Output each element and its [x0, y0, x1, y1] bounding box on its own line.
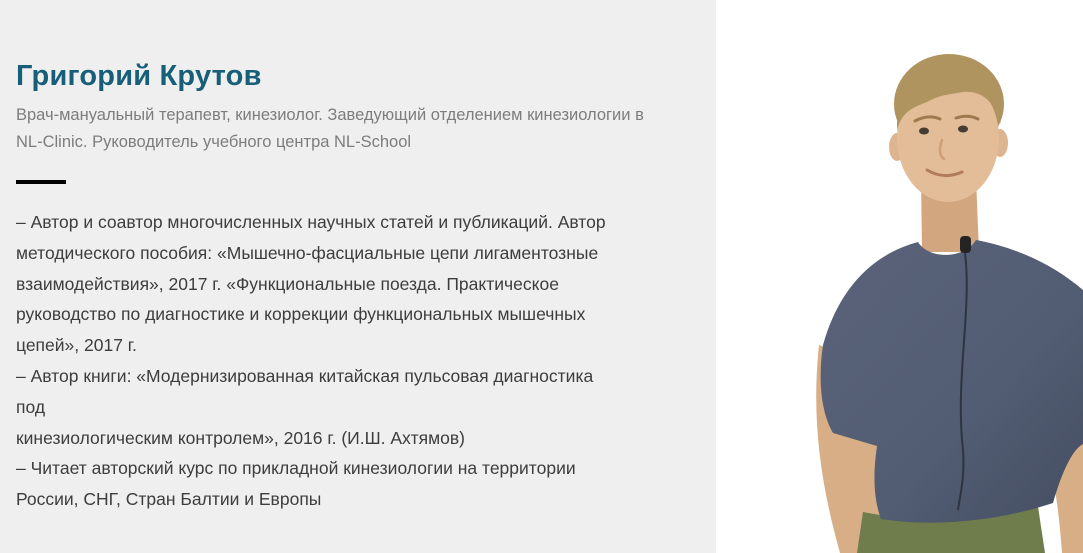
bio-line: взаимодействия», 2017 г. «Функциональные поезда. Практическое	[16, 273, 559, 294]
microphone-icon	[960, 236, 971, 253]
bio-line: цепей», 2017 г.	[16, 335, 137, 356]
bio-line: России, СНГ, Стран Балтии и Европы	[16, 489, 322, 510]
profile-subtitle	[16, 102, 706, 156]
bio-line: под	[16, 396, 46, 417]
profile-photo	[713, 0, 1083, 553]
bio-line: кинезиологическим контролем», 2016 г. (И.Ш. Ахтямов)	[16, 427, 465, 448]
bio-line: методического пособия: «Мышечно-фасциальные цепи лигаментозные	[16, 242, 599, 263]
bio-line: – Читает авторский курс по прикладной кинезиологии на территории	[16, 458, 576, 479]
divider-rule	[16, 180, 66, 184]
bio-line: руководство по диагностике и коррекции функциональных мышечных	[16, 304, 586, 325]
bio-line: – Автор книги: «Модернизированная китайская пульсовая диагностика	[16, 365, 594, 386]
subtitle-line: NL-Clinic. Руководитель учебного центра NL-School	[16, 133, 412, 151]
profile-bio	[16, 207, 706, 515]
profile-name: Григорий Крутов	[16, 60, 262, 92]
person-illustration	[713, 0, 1083, 553]
bio-line: – Автор и соавтор многочисленных научных статей и публикаций. Автор	[16, 212, 606, 232]
profile-card-content	[16, 0, 706, 515]
subtitle-line: Врач-мануальный терапевт, кинезиолог. Заведующий отделением кинезиологии в	[16, 106, 644, 124]
